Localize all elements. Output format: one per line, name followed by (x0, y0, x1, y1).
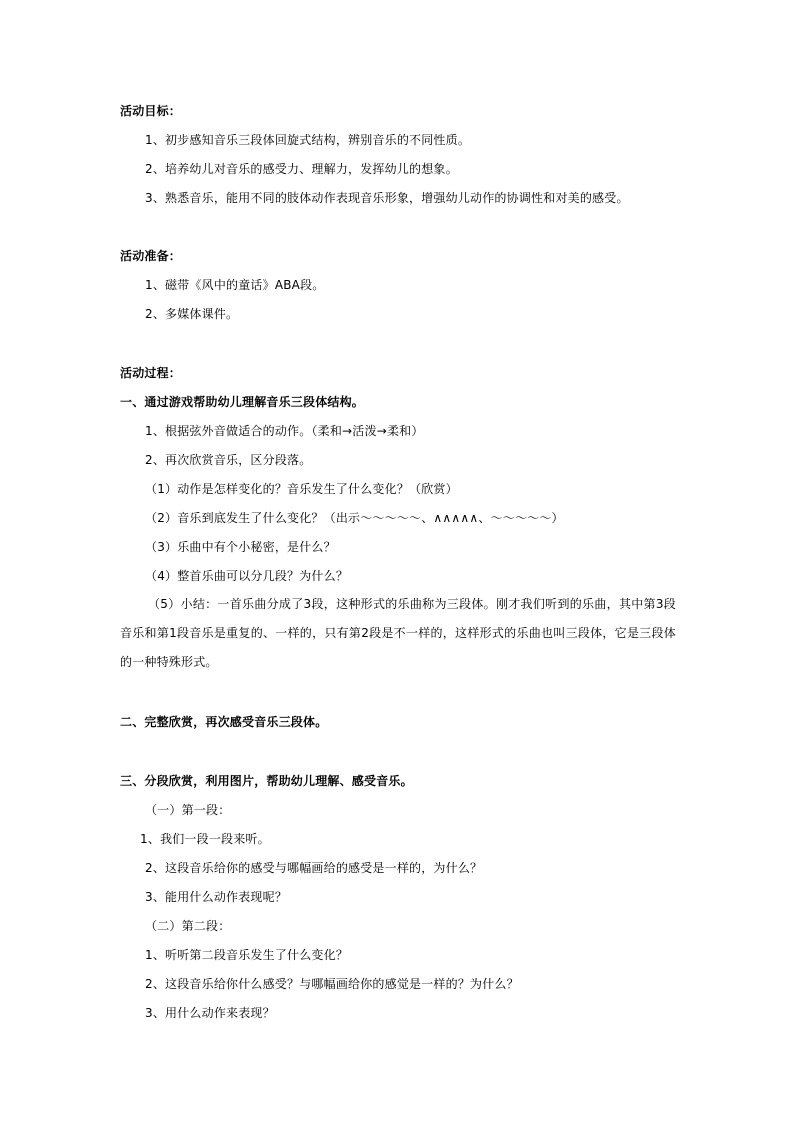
section2-item-2: 2、这段音乐给你什么感受？与哪幅画给你的感觉是一样的？为什么？ (145, 977, 519, 991)
goal-item-1: 1、初步感知音乐三段体回旋式结构，辨别音乐的不同性质。 (145, 133, 471, 147)
process-heading: 活动过程： (120, 366, 182, 380)
section1-item-2: 2、这段音乐给你的感受与哪幅画给的感受是一样的，为什么？ (145, 861, 483, 875)
section2-label: （二）第二段： (145, 919, 231, 933)
goal-item-3: 3、熟悉音乐，能用不同的肢体动作表现音乐形象，增强幼儿动作的协调性和对美的感受。 (145, 191, 629, 205)
preparation-item-2: 2、多媒体课件。 (145, 307, 239, 321)
part1-sub-item-2: （2）音乐到底发生了什么变化？（出示～～～～～、∧∧∧∧∧、～～～～～） (145, 511, 564, 525)
part1-title: 一、通过游戏帮助幼儿理解音乐三段体结构。 (120, 395, 365, 409)
section1-item-1: 1、我们一段一段来听。 (140, 832, 270, 846)
goal-item-2: 2、培养幼儿对音乐的感受力、理解力，发挥幼儿的想象。 (145, 162, 458, 176)
section1-item-3: 3、能用什么动作表现呢？ (145, 890, 288, 904)
part1-item-2: 2、再次欣赏音乐，区分段落。 (145, 453, 312, 467)
section2-item-3: 3、用什么动作来表现？ (145, 1006, 275, 1020)
section1-label: （一）第一段： (145, 803, 231, 817)
part3-title: 三、分段欣赏，利用图片，帮助幼儿理解、感受音乐。 (120, 774, 413, 788)
goals-heading: 活动目标： (120, 104, 182, 118)
part1-summary: （5）小结：一首乐曲分成了3段，这种形式的乐曲称为三段体。刚才我们听到的乐曲，其中第3段音乐和第1段音乐是重复的、一样的，只有第2段是不一样的，这样形式的乐曲也叫三段体，它是三段体的一种特殊形式。 (120, 597, 676, 669)
part1-sub-item-4: （4）整首乐曲可以分几段？为什么？ (145, 569, 349, 583)
part2-title: 二、完整欣赏，再次感受音乐三段体。 (120, 715, 328, 729)
section2-item-1: 1、听听第二段音乐发生了什么变化？ (145, 948, 349, 962)
part1-item-1: 1、根据弦外音做适合的动作。（柔和→活泼→柔和） (145, 424, 424, 438)
part1-sub-item-3: （3）乐曲中有个小秘密，是什么？ (145, 540, 336, 554)
part1-sub-item-1: （1）动作是怎样变化的？音乐发生了什么变化？（欣赏） (145, 482, 458, 496)
preparation-heading: 活动准备： (120, 249, 182, 263)
preparation-item-1: 1、磁带《风中的童话》ABA段。 (145, 278, 325, 292)
